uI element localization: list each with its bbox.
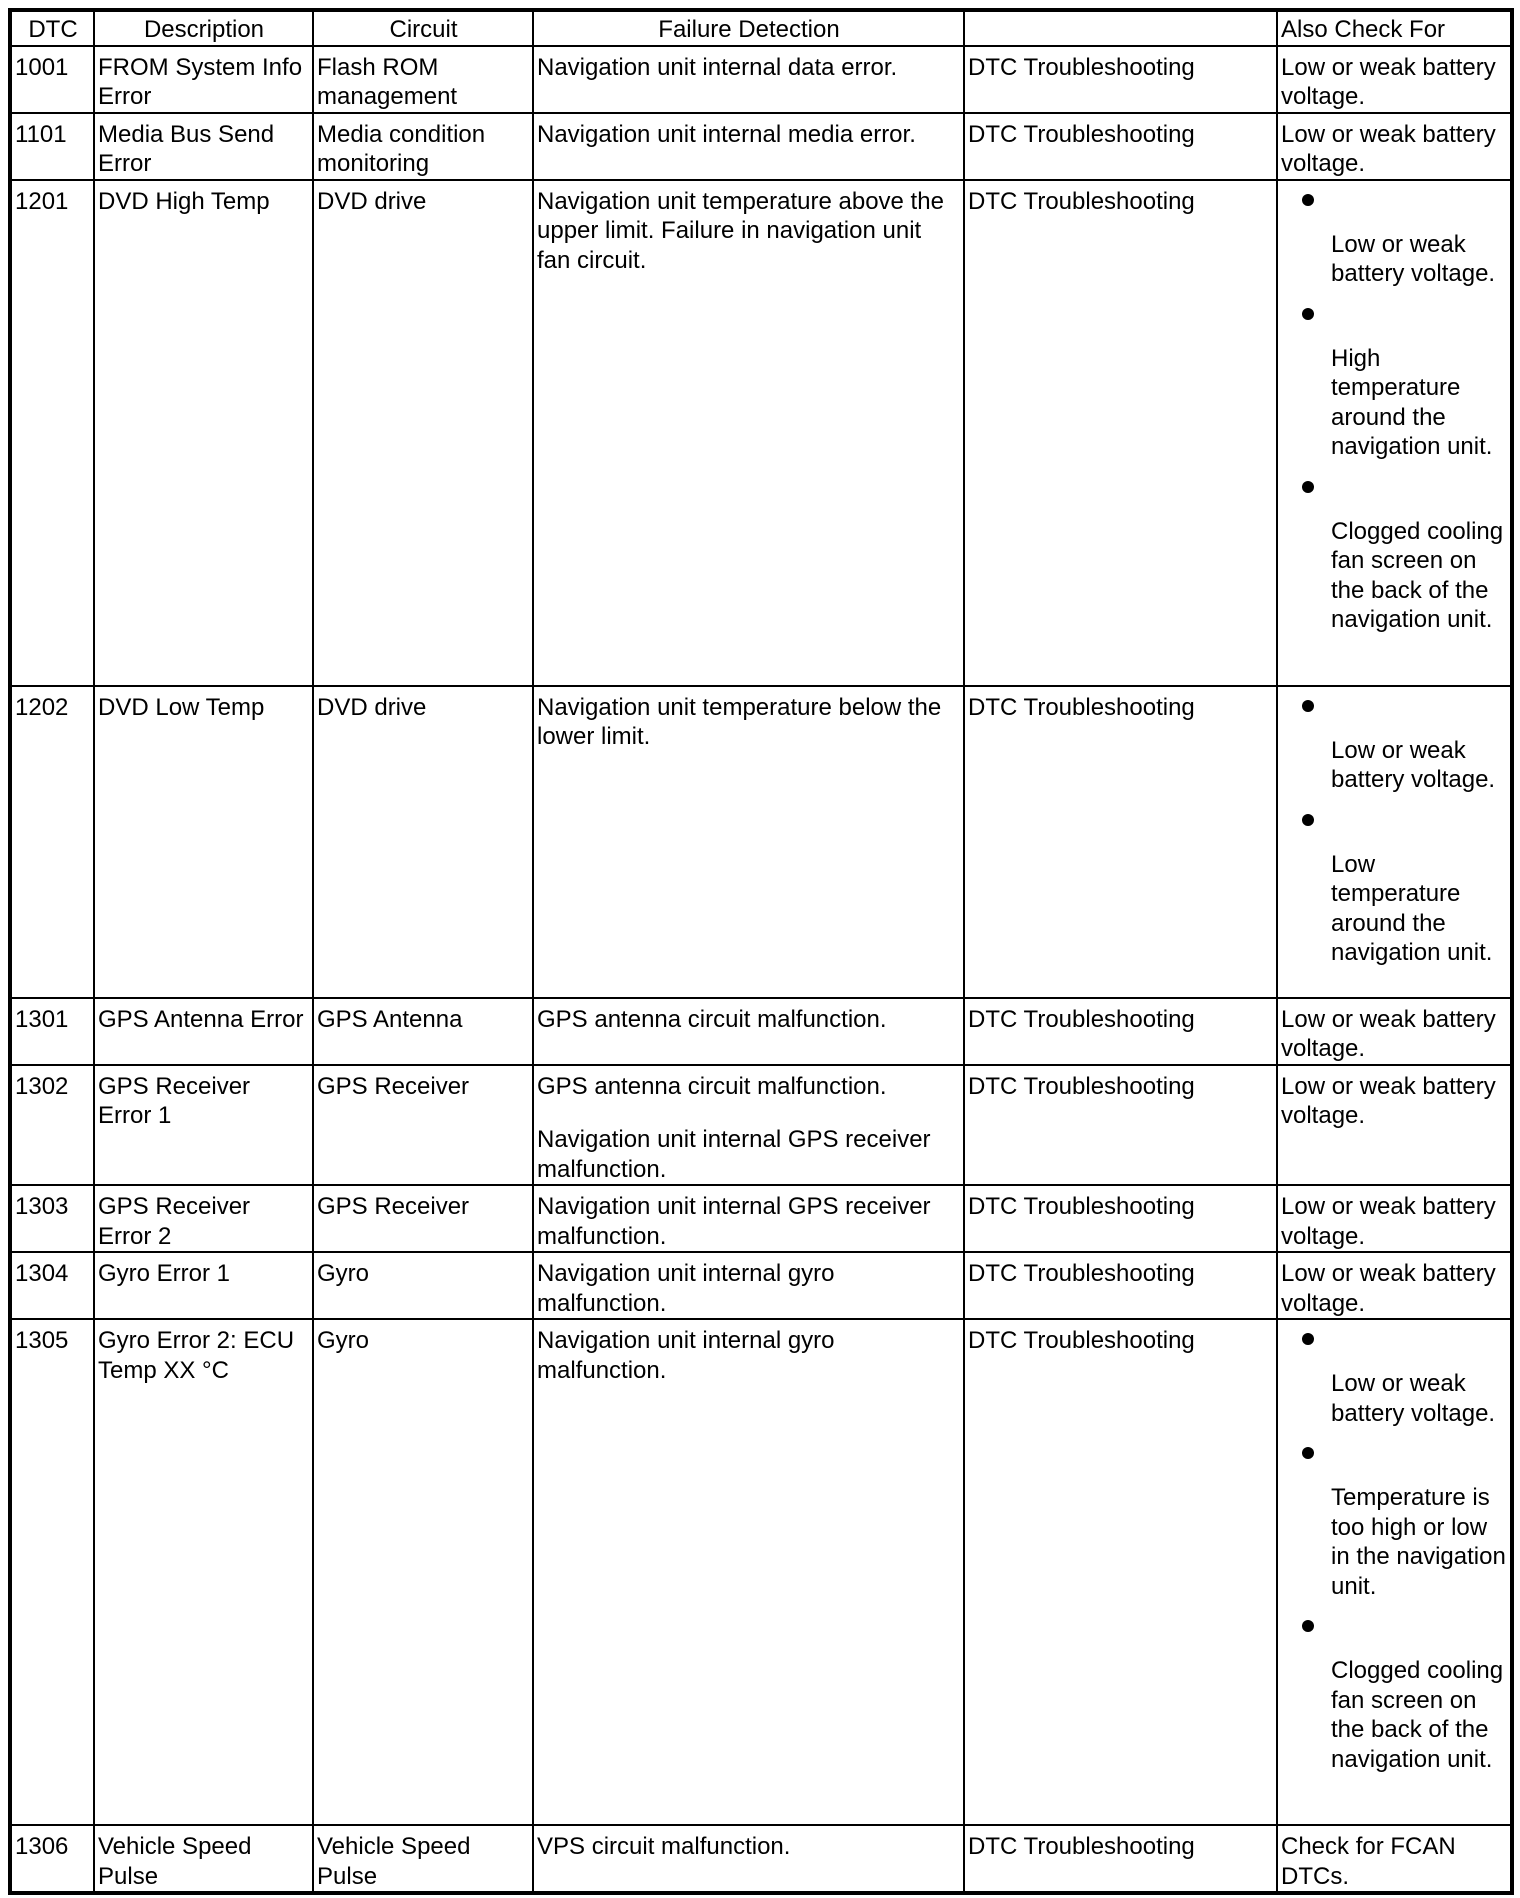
- bullet-icon: [1302, 700, 1314, 712]
- failure-detection-text: GPS antenna circuit malfunction.: [537, 1005, 887, 1033]
- dtc-code: 1201: [10, 180, 94, 686]
- failure-detection-text: Navigation unit internal gyro malfunction.: [537, 1260, 835, 1317]
- dtc-description: Vehicle Speed Pulse: [94, 1825, 313, 1893]
- table-row: [10, 1252, 1512, 1319]
- bullet-icon: [1302, 481, 1314, 493]
- dtc-failure-detection: [533, 180, 964, 686]
- also-check-text: Low or weak battery voltage.: [1281, 1005, 1496, 1062]
- dtc-procedure: DTC Troubleshooting: [964, 46, 1277, 113]
- dtc-circuit: GPS Receiver: [313, 1185, 533, 1252]
- dtc-description: GPS Antenna Error: [94, 998, 313, 1065]
- failure-detection-text: Navigation unit internal media error.: [537, 120, 916, 148]
- dtc-table: [8, 8, 1514, 1895]
- dtc-failure-detection: [533, 1065, 964, 1186]
- list-item: [1281, 481, 1508, 635]
- dtc-procedure: DTC Troubleshooting: [964, 1825, 1277, 1893]
- also-check-text: Check for FCAN DTCs.: [1281, 1833, 1456, 1890]
- failure-detection-text: Navigation unit temperature below the lower limit.: [537, 693, 942, 750]
- list-item: [1281, 700, 1508, 795]
- dtc-code: 1305: [10, 1319, 94, 1825]
- dtc-procedure: DTC Troubleshooting: [964, 1185, 1277, 1252]
- also-check-text: Low or weak battery voltage.: [1281, 1193, 1496, 1250]
- also-check-text: Low or weak battery voltage.: [1281, 1260, 1496, 1317]
- dtc-description: FROM System Info Error: [94, 46, 313, 113]
- dtc-code: 1202: [10, 686, 94, 998]
- dtc-procedure: DTC Troubleshooting: [964, 1319, 1277, 1825]
- bullet-icon: [1302, 1333, 1314, 1345]
- header-circuit: Circuit: [313, 10, 533, 46]
- dtc-code: 1101: [10, 113, 94, 180]
- list-item: [1281, 1447, 1508, 1601]
- dtc-circuit: DVD drive: [313, 180, 533, 686]
- bullet-icon: [1302, 814, 1314, 826]
- dtc-failure-detection: [533, 686, 964, 998]
- dtc-circuit: Gyro: [313, 1252, 533, 1319]
- dtc-also-check-for: [1277, 113, 1512, 180]
- bullet-icon: [1302, 308, 1314, 320]
- also-check-list: [1281, 700, 1508, 968]
- dtc-also-check-for: [1277, 998, 1512, 1065]
- dtc-procedure: DTC Troubleshooting: [964, 1065, 1277, 1186]
- dtc-also-check-for: [1277, 180, 1512, 686]
- dtc-code: 1302: [10, 1065, 94, 1186]
- dtc-also-check-for: [1277, 46, 1512, 113]
- failure-detection-text: Navigation unit internal gyro malfunction.: [537, 1327, 835, 1384]
- dtc-failure-detection: [533, 1185, 964, 1252]
- dtc-code: 1306: [10, 1825, 94, 1893]
- also-check-text: Low or weak battery voltage.: [1331, 1370, 1496, 1427]
- table-body: [10, 46, 1512, 1894]
- dtc-description: DVD Low Temp: [94, 686, 313, 998]
- dtc-failure-detection: [533, 46, 964, 113]
- header-row: [10, 10, 1512, 46]
- table-row: [10, 686, 1512, 998]
- dtc-failure-detection: [533, 113, 964, 180]
- also-check-list: [1281, 1333, 1508, 1774]
- dtc-circuit: Gyro: [313, 1319, 533, 1825]
- also-check-text: Temperature is too high or low in the navigation unit.: [1331, 1484, 1506, 1600]
- also-check-text: Low or weak battery voltage.: [1331, 230, 1496, 287]
- list-item: [1281, 1620, 1508, 1774]
- list-item: [1281, 194, 1508, 289]
- dtc-failure-detection: [533, 1252, 964, 1319]
- table-row: [10, 180, 1512, 686]
- also-check-list: [1281, 194, 1508, 635]
- also-check-text: Low or weak battery voltage.: [1281, 53, 1496, 110]
- dtc-procedure: DTC Troubleshooting: [964, 998, 1277, 1065]
- dtc-description: Media Bus Send Error: [94, 113, 313, 180]
- dtc-failure-detection: [533, 1319, 964, 1825]
- dtc-code: 1303: [10, 1185, 94, 1252]
- also-check-text: Low temperature around the navigation unit.: [1331, 850, 1493, 966]
- dtc-circuit: GPS Antenna: [313, 998, 533, 1065]
- dtc-also-check-for: [1277, 686, 1512, 998]
- also-check-text: Low or weak battery voltage.: [1281, 120, 1496, 177]
- failure-detection-text: Navigation unit internal GPS receiver malfunction.: [537, 1193, 931, 1250]
- also-check-text: Low or weak battery voltage.: [1331, 736, 1496, 793]
- dtc-description: GPS Receiver Error 2: [94, 1185, 313, 1252]
- failure-detection-text: Navigation unit internal GPS receiver malfunction.: [537, 1126, 931, 1183]
- list-item: [1281, 814, 1508, 968]
- dtc-also-check-for: [1277, 1185, 1512, 1252]
- dtc-description: DVD High Temp: [94, 180, 313, 686]
- bullet-icon: [1302, 194, 1314, 206]
- table-row: [10, 1825, 1512, 1893]
- dtc-failure-detection: [533, 1825, 964, 1893]
- also-check-text: Clogged cooling fan screen on the back of the navigation unit.: [1331, 517, 1504, 633]
- bullet-icon: [1302, 1447, 1314, 1459]
- dtc-circuit: GPS Receiver: [313, 1065, 533, 1186]
- header-procedure: [964, 10, 1277, 46]
- dtc-also-check-for: [1277, 1252, 1512, 1319]
- header-failure-detection: Failure Detection: [533, 10, 964, 46]
- also-check-text: Low or weak battery voltage.: [1281, 1072, 1496, 1129]
- also-check-text: High temperature around the navigation unit.: [1331, 344, 1493, 460]
- also-check-text: Clogged cooling fan screen on the back of the navigation unit.: [1331, 1657, 1504, 1773]
- table-row: [10, 1185, 1512, 1252]
- dtc-code: 1001: [10, 46, 94, 113]
- dtc-code: 1301: [10, 998, 94, 1065]
- dtc-description: GPS Receiver Error 1: [94, 1065, 313, 1186]
- header-also-check-for: Also Check For: [1277, 10, 1512, 46]
- table-row: [10, 113, 1512, 180]
- failure-detection-text: GPS antenna circuit malfunction.: [537, 1072, 887, 1100]
- dtc-also-check-for: [1277, 1825, 1512, 1893]
- header-description: Description: [94, 10, 313, 46]
- dtc-circuit: DVD drive: [313, 686, 533, 998]
- table-row: [10, 1065, 1512, 1186]
- failure-detection-text: Navigation unit internal data error.: [537, 53, 898, 81]
- dtc-circuit: Media condition monitoring: [313, 113, 533, 180]
- dtc-description: Gyro Error 2: ECU Temp XX °C: [94, 1319, 313, 1825]
- bullet-icon: [1302, 1620, 1314, 1632]
- failure-detection-text: Navigation unit temperature above the upper limit. Failure in navigation unit fan circuit.: [537, 187, 944, 274]
- dtc-also-check-for: [1277, 1065, 1512, 1186]
- dtc-procedure: DTC Troubleshooting: [964, 113, 1277, 180]
- dtc-procedure: DTC Troubleshooting: [964, 1252, 1277, 1319]
- dtc-circuit: Flash ROM management: [313, 46, 533, 113]
- header-dtc: DTC: [10, 10, 94, 46]
- failure-detection-text: VPS circuit malfunction.: [537, 1833, 791, 1860]
- dtc-code: 1304: [10, 1252, 94, 1319]
- dtc-description: Gyro Error 1: [94, 1252, 313, 1319]
- table-row: [10, 46, 1512, 113]
- list-item: [1281, 308, 1508, 462]
- table-row: [10, 998, 1512, 1065]
- table-row: [10, 1319, 1512, 1825]
- dtc-also-check-for: [1277, 1319, 1512, 1825]
- list-item: [1281, 1333, 1508, 1428]
- dtc-procedure: DTC Troubleshooting: [964, 686, 1277, 998]
- dtc-circuit: Vehicle Speed Pulse: [313, 1825, 533, 1893]
- dtc-procedure: DTC Troubleshooting: [964, 180, 1277, 686]
- dtc-failure-detection: [533, 998, 964, 1065]
